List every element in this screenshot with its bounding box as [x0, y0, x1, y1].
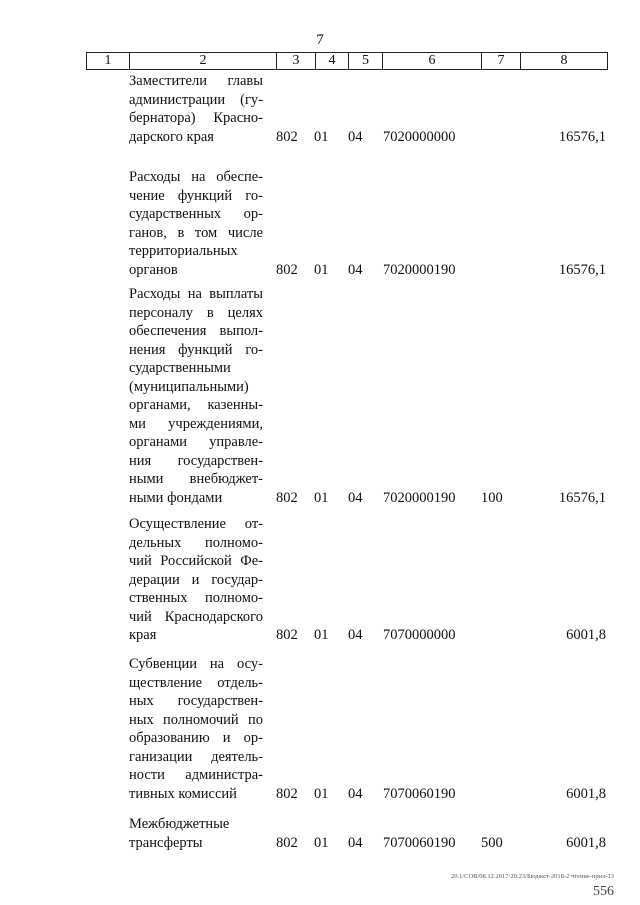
row-description-line: органами, казенны-: [129, 397, 263, 413]
row-cell-c6: 7020000000: [383, 128, 456, 145]
row-cell-c5: 04: [348, 834, 363, 851]
row-cell-c8: 16576,1: [558, 261, 606, 278]
row-description-line: ществление отдель-: [129, 674, 263, 691]
row-description-line: дерации и государ-: [129, 571, 263, 588]
row-cell-c7: 500: [481, 834, 503, 851]
row-cell-c6: 7070060190: [383, 834, 456, 851]
row-cell-c6: 7070000000: [383, 627, 456, 643]
row-description-line: чение функций го-: [129, 187, 263, 204]
row-description-line: бернатора) Красно-: [129, 110, 263, 126]
column-header-row: [87, 53, 608, 70]
row-description-line: территориальных: [129, 243, 238, 259]
column-header-1: 1: [87, 53, 130, 70]
row-cell-c5: 04: [348, 785, 363, 802]
row-cell-c3: 802: [276, 834, 298, 851]
row-description-line: ных государствен-: [129, 693, 263, 709]
row-description-line: образованию и ор-: [129, 730, 263, 746]
row-description-line: Осуществление от-: [129, 516, 263, 532]
row-cell-c4: 01: [314, 785, 329, 802]
row-cell-c4: 01: [314, 834, 329, 851]
row-cell-c3: 802: [276, 128, 298, 145]
row-description-line: персоналу в целях: [129, 304, 263, 321]
row-cell-c3: 802: [276, 261, 298, 278]
row-cell-c3: 802: [276, 785, 298, 802]
page-stamp-number: 556: [593, 884, 614, 899]
row-description-line: ными фондами: [129, 489, 223, 506]
row-description-line: сударственных ор-: [129, 206, 263, 222]
row-cell-c5: 04: [348, 128, 363, 145]
row-description-line: чий Российской Фе-: [129, 553, 263, 569]
row-description: [129, 815, 263, 852]
row-cell-c7: 100: [481, 489, 503, 506]
column-header-2: 2: [130, 53, 277, 70]
row-description-line: Заместители главы: [129, 73, 263, 89]
row-description-line: органами управле-: [129, 434, 263, 450]
row-description-line: дельных полномо-: [129, 534, 263, 551]
row-cell-c5: 04: [348, 261, 363, 278]
row-description-line: дарского края: [129, 128, 214, 145]
row-description: [129, 515, 263, 645]
row-cell-c8: 6001,8: [566, 785, 606, 802]
row-description-line: сударственными: [129, 360, 231, 376]
row-cell-c6: 7070060190: [383, 785, 456, 802]
row-description-line: ганизации деятель-: [129, 748, 263, 765]
column-header-7: 7: [482, 53, 521, 70]
row-description-line: ния государствен-: [129, 452, 263, 469]
row-description: [129, 655, 263, 803]
row-description-line: ми учреждениями,: [129, 415, 263, 432]
row-cell-c4: 01: [314, 489, 329, 506]
column-header-4: 4: [316, 53, 349, 70]
row-description-line: Субвенции на осу-: [129, 656, 263, 672]
column-header-table: [86, 52, 608, 70]
row-description-line: тивных комиссий: [129, 785, 237, 802]
row-description: [129, 285, 263, 507]
row-description-line: ности администра-: [129, 767, 263, 783]
column-header-3: 3: [277, 53, 316, 70]
row-description-line: Расходы на обеспе-: [129, 169, 263, 185]
row-cell-c4: 01: [314, 627, 329, 643]
footer-file-path: 20.1/СОВ/08.12.2017/20:23/Бюджет-2018-2 чтение-прил-13: [450, 873, 614, 880]
row-cell-c8: 6001,8: [566, 627, 606, 643]
column-header-5: 5: [349, 53, 383, 70]
column-header-8: 8: [521, 53, 608, 70]
row-description-line: нения функций го-: [129, 341, 263, 358]
row-description-line: (муниципальными): [129, 378, 249, 395]
row-description: [129, 168, 263, 279]
row-cell-c4: 01: [314, 128, 329, 145]
row-cell-c6: 7020000190: [383, 261, 456, 278]
row-cell-c5: 04: [348, 489, 363, 506]
row-description-line: администрации (гу-: [129, 91, 263, 108]
row-description-line: трансферты: [129, 834, 203, 851]
column-header-6: 6: [383, 53, 482, 70]
row-description-line: ганов, в том числе: [129, 224, 263, 241]
row-description-line: Расходы на выплаты: [129, 286, 263, 302]
page-number: 7: [316, 32, 324, 48]
row-cell-c8: 16576,1: [558, 489, 606, 506]
row-description-line: ных полномочий по: [129, 711, 263, 728]
row-description-line: ственных полномо-: [129, 590, 263, 606]
row-description-line: обеспечения выпол-: [129, 323, 263, 339]
row-cell-c8: 6001,8: [566, 834, 606, 851]
row-cell-c6: 7020000190: [383, 489, 456, 506]
row-description: [129, 72, 263, 146]
row-description-line: края: [129, 627, 157, 643]
row-cell-c3: 802: [276, 489, 298, 506]
row-description-line: Межбюджетные: [129, 816, 230, 832]
row-cell-c3: 802: [276, 627, 298, 643]
row-description-line: чий Краснодарского: [129, 608, 263, 625]
row-cell-c4: 01: [314, 261, 329, 278]
row-description-line: органов: [129, 261, 178, 278]
row-description-line: ными внебюджет-: [129, 471, 263, 487]
row-cell-c5: 04: [348, 627, 363, 643]
row-cell-c8: 16576,1: [558, 128, 606, 145]
